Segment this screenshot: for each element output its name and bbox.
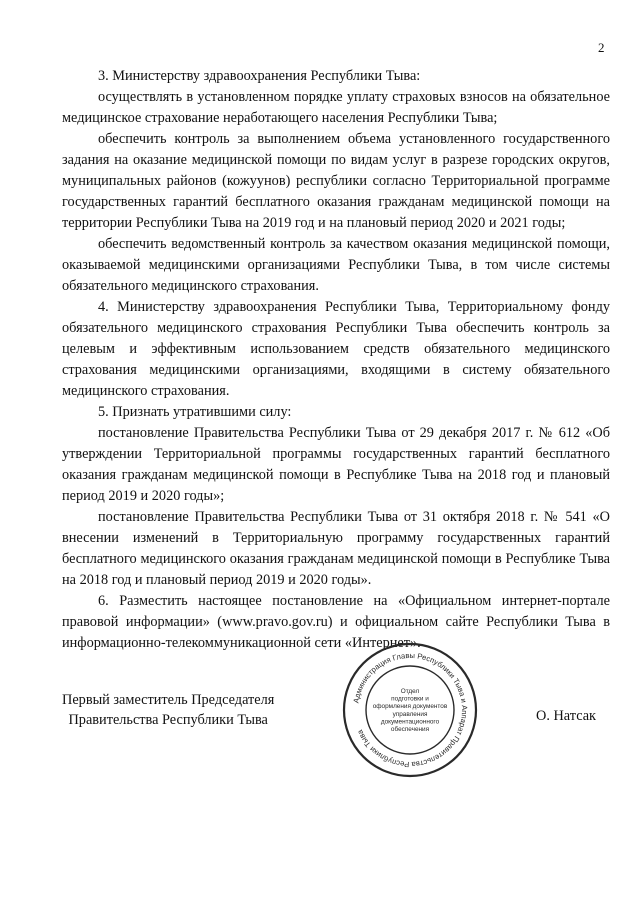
stamp-center-line: документационного bbox=[380, 718, 440, 726]
stamp-center-line: управления bbox=[392, 710, 428, 718]
paragraph-5-decree-541: постановление Правительства Республики Тыва от 31 октября 2018 г. № 541 «О внесении изменений в Территориальную программу государственных гарантий бесплатного медицинского оказания гражданам медицинской помощи в Республике Тыва на 2018 год и плановый период 2019 и 2020 годы». bbox=[62, 509, 610, 588]
stamp-seal-icon bbox=[340, 640, 480, 780]
document-body bbox=[62, 66, 610, 654]
signature-position bbox=[62, 690, 274, 730]
stamp-center-line: Отдел bbox=[400, 688, 420, 695]
stamp-center-line: обеспечения bbox=[390, 726, 430, 733]
paragraph-5-decree-612: постановление Правительства Республики Тыва от 29 декабря 2017 г. № 612 «Об утверждении Территориальной программы государственных гарантий бесплатного оказания гражданам медицинской помощи в Республике Тыва на 2018 год и плановый период 2019 и 2020 годы»; bbox=[62, 425, 610, 504]
paragraph-5-heading: 5. Признать утратившими силу: bbox=[98, 404, 292, 420]
stamp-ring-text: Администрация Главы Республики Тыва и Аппарат Правительства Республики Тыва bbox=[351, 650, 470, 770]
paragraph-3-heading: 3. Министерству здравоохранения Республики Тыва: bbox=[98, 68, 421, 84]
paragraph-3-insurance: осуществлять в установленном порядке уплату страховых взносов на обязательное медицинское страхование неработающего населения Республики Тыва; bbox=[62, 89, 610, 126]
paragraph-4: 4. Министерству здравоохранения Республики Тыва, Территориальному фонду обязательного медицинского страхования Республики Тыва обеспечить контроль за целевым и эффективным использованием средств обязательного медицинского страхования медицинскими организациями, входящими в систему обязательного медицинского страхования. bbox=[62, 299, 610, 399]
signer-name: О. Натсак bbox=[536, 708, 597, 724]
paragraph-6: 6. Разместить настоящее постановление на «Официальном интернет-портале правовой информации» (www.pravo.gov.ru) и официальном сайте Республики Тыва в информационно-телекоммуникационной сети «Интернет». bbox=[62, 593, 610, 651]
stamp-center-text bbox=[373, 688, 448, 733]
stamp-center-line: оформления документов bbox=[372, 703, 448, 711]
official-stamp bbox=[340, 640, 480, 780]
page-number: 2 bbox=[598, 40, 605, 55]
signature-position-line2: Правительства Республики Тыва bbox=[68, 712, 268, 728]
signature-position-line1: Первый заместитель Председателя bbox=[62, 692, 275, 708]
paragraph-3-quality-control: обеспечить ведомственный контроль за качеством оказания медицинской помощи, оказываемой медицинскими организациями Республики Тыва, в том числе системы обязательного медицинского страхования. bbox=[62, 236, 610, 294]
paragraph-3-volume-control: обеспечить контроль за выполнением объема установленного государственного задания на оказание медицинской помощи по видам услуг в разрезе городских округов, муниципальных районов (кожуунов) республики согласно Территориальной программе государственных гарантий бесплатного оказания гражданам медицинской помощи на территории Республики Тыва на 2019 год и на плановый период 2020 и 2021 годы; bbox=[62, 131, 610, 231]
stamp-center-line: подготовки и bbox=[391, 695, 429, 703]
